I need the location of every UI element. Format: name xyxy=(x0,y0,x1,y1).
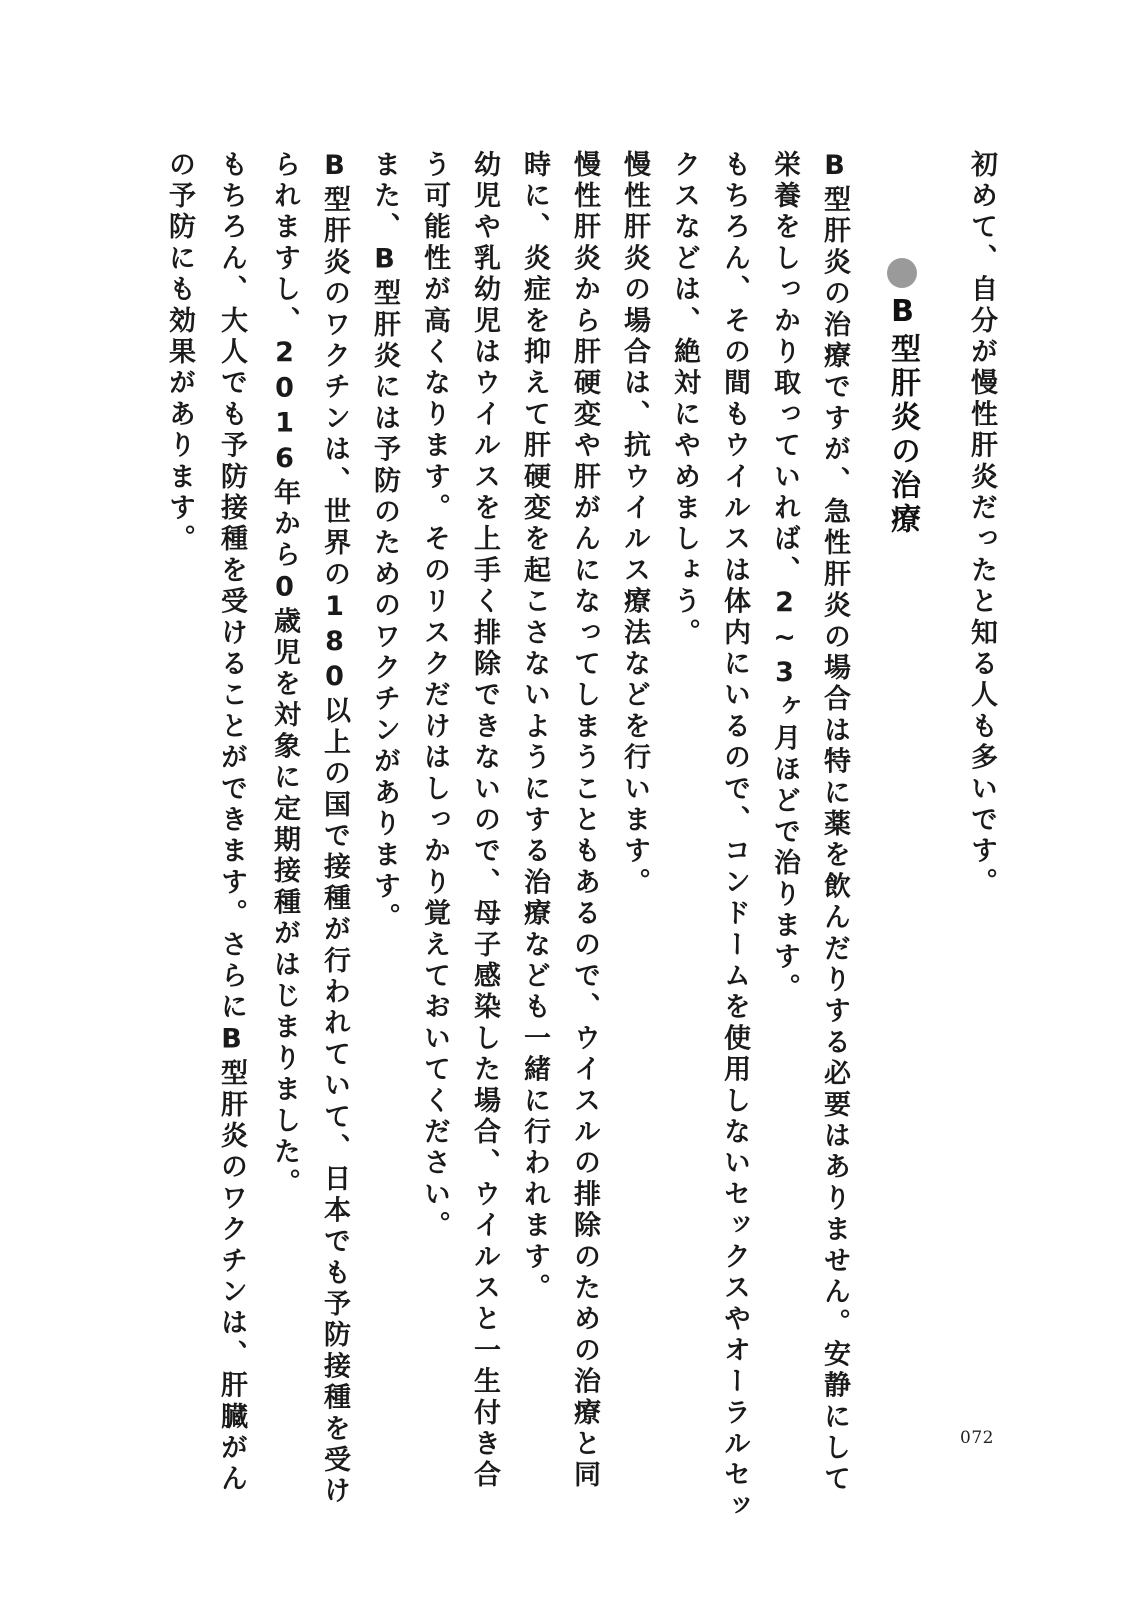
text-column-4: もちろん、その間もウイルスは体内にいるので、コンドームを使用しないセックスやオーラルセッ xyxy=(719,150,750,1523)
text-column-8: 時に、炎症を抑えて肝硬変を起こさないようにする治療なども一緒に行われます。 xyxy=(519,150,550,1305)
text-column-2: B型肝炎の治療ですが、急性肝炎の場合は特に薬を飲んだりする必要はありません。安静にして xyxy=(819,150,850,1496)
text-column-3: 栄養をしっかり取っていれば、2~3ヶ月ほどで治ります。 xyxy=(769,150,800,1005)
text-column-7: 慢性肝炎から肝硬変や肝がんになってしまうこともあるので、ウイスルの排除のための治療と同 xyxy=(569,150,600,1492)
section-heading xyxy=(880,258,924,537)
text-column-1: 初めて、自分が慢性肝炎だったと知る人も多いです。 xyxy=(966,150,997,899)
text-column-9: 幼児や乳幼児はウイルスを上手く排除できないので、母子感染した場合、ウイルスと一生付き合 xyxy=(469,150,500,1492)
text-column-12: B型肝炎のワクチンは、世界の180以上の国で接種が行われていて、日本でも予防接種を受け xyxy=(319,150,350,1508)
text-column-5: クスなどは、絶対にやめましょう。 xyxy=(669,150,700,650)
bullet-circle-icon xyxy=(887,258,917,288)
text-column-15: の予防にも効果があります。 xyxy=(164,150,195,556)
section-heading-text: B型肝炎の治療 xyxy=(885,294,920,537)
text-column-6: 慢性肝炎の場合は、抗ウイルス療法などを行います。 xyxy=(619,150,650,899)
text-column-13: られますし、2016年から0歳児を対象に定期接種がはじまりました。 xyxy=(269,150,300,1200)
text-column-14: もちろん、大人でも予防接種を受けることができます。さらにB型肝炎のワクチンは、肝臓がん xyxy=(216,150,247,1496)
text-column-11: また、B型肝炎には予防のためのワクチンがあります。 xyxy=(369,150,400,934)
text-column-10: う可能性が高くなります。そのリスクだけはしっかり覚えておいてください。 xyxy=(419,150,450,1242)
page-number: 072 xyxy=(960,1428,994,1448)
